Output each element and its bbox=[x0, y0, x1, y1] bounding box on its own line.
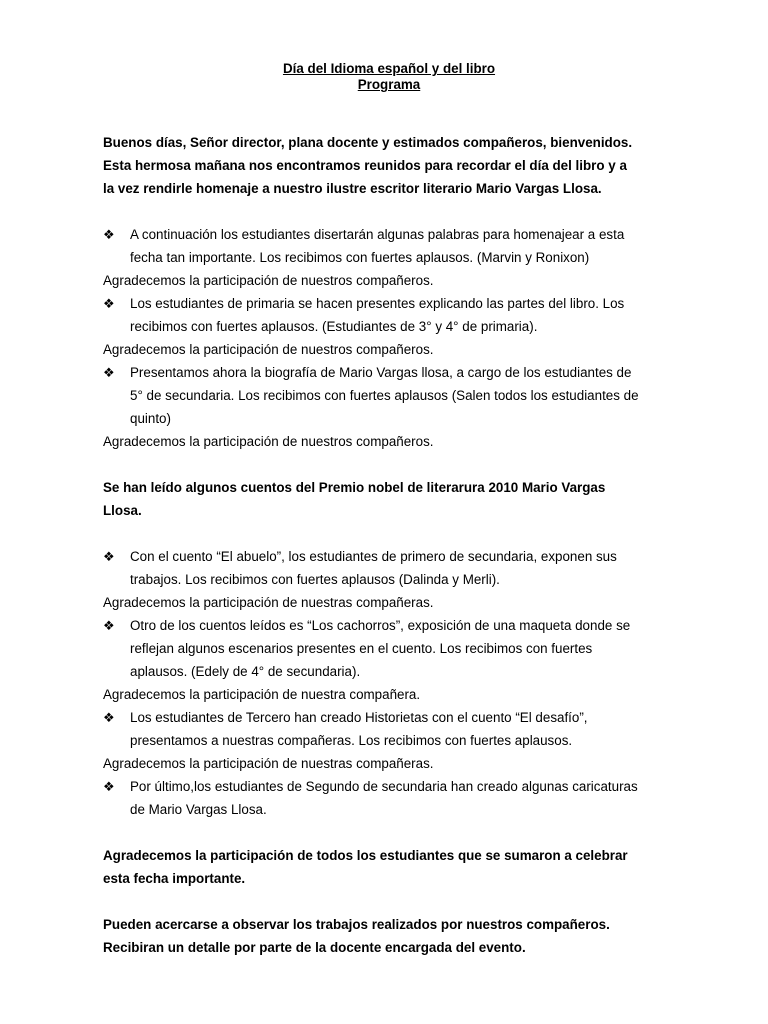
list-item bbox=[103, 361, 675, 430]
list-item-line: Por último,los estudiantes de Segundo de secundaria han creado algunas caricaturas bbox=[130, 779, 638, 794]
list-item-line: presentamos a nuestras compañeras. Los recibimos con fuertes aplausos. bbox=[130, 733, 573, 748]
document-title: Día del Idioma español y del libro bbox=[282, 61, 496, 76]
list-item bbox=[103, 775, 675, 821]
list-item bbox=[103, 706, 675, 752]
closing-line: Agradecemos la participación de todos los estudiantes que se sumaron a celebrar bbox=[103, 848, 628, 863]
diamond-bullet-icon: ❖ bbox=[103, 227, 115, 242]
list-item-line: 5° de secundaria. Los recibimos con fuertes aplausos (Salen todos los estudiantes de bbox=[130, 388, 639, 403]
list-item bbox=[103, 223, 675, 269]
list-item-line: trabajos. Los recibimos con fuertes aplausos (Dalinda y Merli). bbox=[130, 572, 500, 587]
list-item-line: aplausos. (Edely de 4° de secundaria). bbox=[130, 664, 361, 679]
program-section-2 bbox=[103, 545, 675, 821]
document-body bbox=[103, 61, 675, 959]
thanks-line: Agradecemos la participación de nuestras compañeras. bbox=[103, 756, 434, 771]
diamond-bullet-icon: ❖ bbox=[103, 710, 115, 725]
list-item-line: recibimos con fuertes aplausos. (Estudiantes de 3° y 4° de primaria). bbox=[130, 319, 538, 334]
thanks-line: Agradecemos la participación de nuestros compañeros. bbox=[103, 273, 434, 288]
list-item-line: Presentamos ahora la biografía de Mario Vargas llosa, a cargo de los estudiantes de bbox=[130, 365, 632, 380]
section-heading-line: Llosa. bbox=[103, 503, 142, 518]
list-item bbox=[103, 545, 675, 591]
intro-line: Buenos días, Señor director, plana docente y estimados compañeros, bienvenidos. bbox=[103, 135, 633, 150]
closing-line: Recibiran un detalle por parte de la docente encargada del evento. bbox=[103, 940, 526, 955]
thanks-line: Agradecemos la participación de nuestras compañeras. bbox=[103, 595, 434, 610]
list-item-line: quinto) bbox=[130, 411, 171, 426]
closing-paragraph-2 bbox=[103, 913, 675, 959]
diamond-bullet-icon: ❖ bbox=[103, 296, 115, 311]
list-item-line: A continuación los estudiantes disertarán algunas palabras para homenajear a esta bbox=[130, 227, 625, 242]
thanks-line: Agradecemos la participación de nuestros compañeros. bbox=[103, 342, 434, 357]
list-item-line: de Mario Vargas Llosa. bbox=[130, 802, 267, 817]
program-section-1 bbox=[103, 223, 675, 453]
diamond-bullet-icon: ❖ bbox=[103, 618, 115, 633]
intro-line: la vez rendirle homenaje a nuestro ilustre escritor literario Mario Vargas Llosa. bbox=[103, 181, 602, 196]
diamond-bullet-icon: ❖ bbox=[103, 365, 115, 380]
list-item-line: Los estudiantes de primaria se hacen presentes explicando las partes del libro. Los bbox=[130, 296, 625, 311]
list-item-line: Con el cuento “El abuelo”, los estudiantes de primero de secundaria, exponen sus bbox=[130, 549, 617, 564]
thanks-line: Agradecemos la participación de nuestra compañera. bbox=[103, 687, 421, 702]
list-item bbox=[103, 292, 675, 338]
list-item bbox=[103, 614, 675, 683]
closing-line: esta fecha importante. bbox=[103, 871, 246, 886]
diamond-bullet-icon: ❖ bbox=[103, 549, 115, 564]
closing-line: Pueden acercarse a observar los trabajos realizados por nuestros compañeros. bbox=[103, 917, 610, 932]
document-heading bbox=[103, 61, 675, 93]
thanks-line: Agradecemos la participación de nuestros compañeros. bbox=[103, 434, 434, 449]
document-subtitle: Programa bbox=[357, 77, 421, 92]
list-item-line: reflejan algunos escenarios presentes en el cuento. Los recibimos con fuertes bbox=[130, 641, 593, 656]
list-item-line: Los estudiantes de Tercero han creado Historietas con el cuento “El desafío”, bbox=[130, 710, 588, 725]
section-heading-line: Se han leído algunos cuentos del Premio nobel de literarura 2010 Mario Vargas bbox=[103, 480, 606, 495]
section-2-heading bbox=[103, 476, 675, 522]
closing-paragraph-1 bbox=[103, 844, 675, 890]
list-item-line: fecha tan importante. Los recibimos con fuertes aplausos. (Marvin y Ronixon) bbox=[130, 250, 590, 265]
list-item-line: Otro de los cuentos leídos es “Los cachorros”, exposición de una maqueta donde se bbox=[130, 618, 631, 633]
intro-line: Esta hermosa mañana nos encontramos reunidos para recordar el día del libro y a bbox=[103, 158, 627, 173]
intro-paragraph bbox=[103, 131, 675, 200]
diamond-bullet-icon: ❖ bbox=[103, 779, 115, 794]
